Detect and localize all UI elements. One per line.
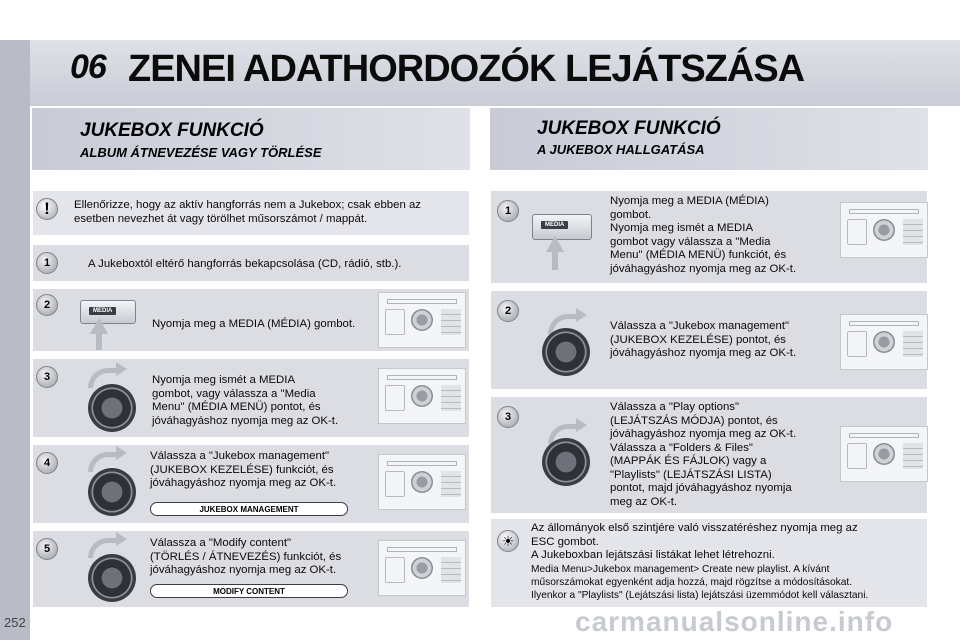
- right-step-1-text: [610, 195, 838, 276]
- rotary-knob-icon: [542, 438, 590, 486]
- text-line: "Playlists" (LEJÁTSZÁSI LISTA): [610, 468, 772, 481]
- sun-icon: ☀: [497, 530, 519, 552]
- text-line: gombot vagy válassza a "Media: [610, 235, 771, 248]
- jukebox-management-label: JUKEBOX MANAGEMENT: [150, 502, 348, 516]
- radio-panel-illustration: [378, 454, 466, 510]
- text-line: jóváhagyáshoz nyomja meg az OK-t.: [150, 564, 337, 576]
- media-button-label: MEDIA: [89, 307, 116, 315]
- radio-panel-illustration: [378, 540, 466, 596]
- rotate-arrow-head-icon: [576, 308, 587, 322]
- text-line: (JUKEBOX KEZELÉSE) funkciót, és: [150, 463, 334, 476]
- rotate-arrow-head-icon: [116, 532, 127, 546]
- text-line: jóváhagyáshoz nyomja meg az OK-t.: [150, 477, 337, 489]
- text-line: műsorszámokat egyenként adja hozzá, majd rögzítse a módosításokat.: [531, 576, 853, 588]
- text-line: (JUKEBOX KEZELÉSE) pontot, és: [610, 333, 786, 346]
- warning-icon: !: [36, 198, 58, 220]
- tip-text: [531, 522, 926, 602]
- media-button-label: MEDIA: [541, 221, 568, 229]
- warning-text-line: esetben nevezhet át vagy törölhet műsorszámot / mappát.: [74, 212, 368, 225]
- text-line: Válassza a "Modify content": [150, 537, 292, 549]
- radio-panel-illustration: [840, 426, 928, 482]
- text-line: (LEJÁTSZÁS MÓDJA) pontot, és: [610, 414, 778, 427]
- text-line: gombot.: [610, 208, 652, 221]
- text-line: Nyomja meg ismét a MEDIA: [610, 222, 754, 234]
- chapter-number: 06: [70, 48, 106, 86]
- rotate-arrow-head-icon: [116, 362, 127, 376]
- text-line: (MAPPÁK ÉS FÁJLOK) vagy a: [610, 455, 767, 467]
- left-step-5-text: [150, 537, 378, 578]
- text-line: Ilyenkor a "Playlists" (Lejátszási lista) lejátszási üzemmódot kell választani.: [531, 589, 869, 601]
- watermark: carmanualsonline.info: [575, 606, 894, 637]
- left-step-1-text: A Jukeboxtól eltérő hangforrás bekapcsolása (CD, rádió, stb.).: [88, 258, 402, 270]
- text-line: Menu" (MÉDIA MENÜ) funkciót, és: [610, 249, 787, 261]
- text-line: Media Menu>Jukebox management> Create new playlist. A kívánt: [531, 563, 830, 575]
- rotary-knob-icon: [88, 468, 136, 516]
- rotate-arrow-head-icon: [576, 418, 587, 432]
- left-section-heading: JUKEBOX FUNKCIÓ: [80, 120, 264, 141]
- left-step-3-text: [152, 374, 377, 428]
- left-step-4-text: [150, 450, 378, 491]
- rotary-knob-icon: [88, 384, 136, 432]
- media-button-illustration: [80, 300, 136, 324]
- text-line: jóváhagyáshoz nyomja meg az OK-t.: [610, 347, 797, 359]
- step-number: 3: [497, 406, 519, 428]
- radio-panel-illustration: [840, 202, 928, 258]
- right-step-2-text: [610, 320, 838, 361]
- page-title: ZENEI ADATHORDOZÓK LEJÁTSZÁSA: [128, 48, 805, 90]
- step-number: 3: [36, 366, 58, 388]
- radio-panel-illustration: [840, 314, 928, 370]
- step-number: 4: [36, 452, 58, 474]
- rotary-knob-icon: [88, 554, 136, 602]
- text-line: Válassza a "Jukebox management": [150, 450, 330, 462]
- modify-content-label: MODIFY CONTENT: [150, 584, 348, 598]
- text-line: jóváhagyáshoz nyomja meg az OK-t.: [610, 428, 797, 440]
- text-line: Az állományok első szintjére való visszatéréshez nyomja meg az: [531, 522, 858, 534]
- rotary-knob-icon: [542, 328, 590, 376]
- text-line: jóváhagyáshoz nyomja meg az OK-t.: [610, 262, 797, 275]
- text-line: jóváhagyáshoz nyomja meg az OK-t.: [152, 414, 339, 427]
- right-section-subheading: A JUKEBOX HALLGATÁSA: [537, 142, 705, 157]
- text-line: Nyomja meg ismét a MEDIA: [152, 374, 296, 386]
- text-line: Válassza a "Folders & Files": [610, 441, 753, 454]
- left-step-2-text: Nyomja meg a MEDIA (MÉDIA) gombot.: [152, 318, 356, 330]
- step-number: 5: [36, 538, 58, 560]
- text-line: ESC gombot.: [531, 535, 599, 548]
- text-line: gombot, vagy válassza a "Media: [152, 387, 316, 400]
- text-line: Menu" (MÉDIA MENÜ) pontot, és: [152, 401, 321, 413]
- step-number: 1: [36, 252, 58, 274]
- press-arrow-head-icon: [90, 318, 108, 334]
- press-arrow-head-icon: [546, 236, 564, 252]
- step-number: 1: [497, 200, 519, 222]
- right-step-3-text: [610, 401, 838, 509]
- text-line: meg az OK-t.: [610, 495, 678, 508]
- text-line: A Jukeboxban lejátszási listákat lehet létrehozni.: [531, 549, 775, 561]
- rotate-arrow-head-icon: [116, 446, 127, 460]
- page-number: 252: [4, 615, 26, 630]
- right-section-heading: JUKEBOX FUNKCIÓ: [537, 118, 721, 139]
- radio-panel-illustration: [378, 368, 466, 424]
- text-line: Válassza a "Play options": [610, 401, 740, 413]
- text-line: (TÖRLÉS / ÁTNEVEZÉS) funkciót, és: [150, 550, 342, 563]
- step-number: 2: [36, 294, 58, 316]
- warning-text-line: Ellenőrizze, hogy az aktív hangforrás nem a Jukebox; csak ebben az: [74, 199, 421, 211]
- radio-panel-illustration: [378, 292, 466, 348]
- left-margin-bar: [0, 40, 30, 640]
- text-line: Nyomja meg a MEDIA (MÉDIA): [610, 195, 769, 207]
- warning-text: [74, 199, 464, 226]
- text-line: Válassza a "Jukebox management": [610, 320, 790, 332]
- text-line: pontot, majd jóváhagyáshoz nyomja: [610, 482, 792, 494]
- left-section-subheading: ALBUM ÁTNEVEZÉSE VAGY TÖRLÉSE: [80, 145, 322, 160]
- step-number: 2: [497, 300, 519, 322]
